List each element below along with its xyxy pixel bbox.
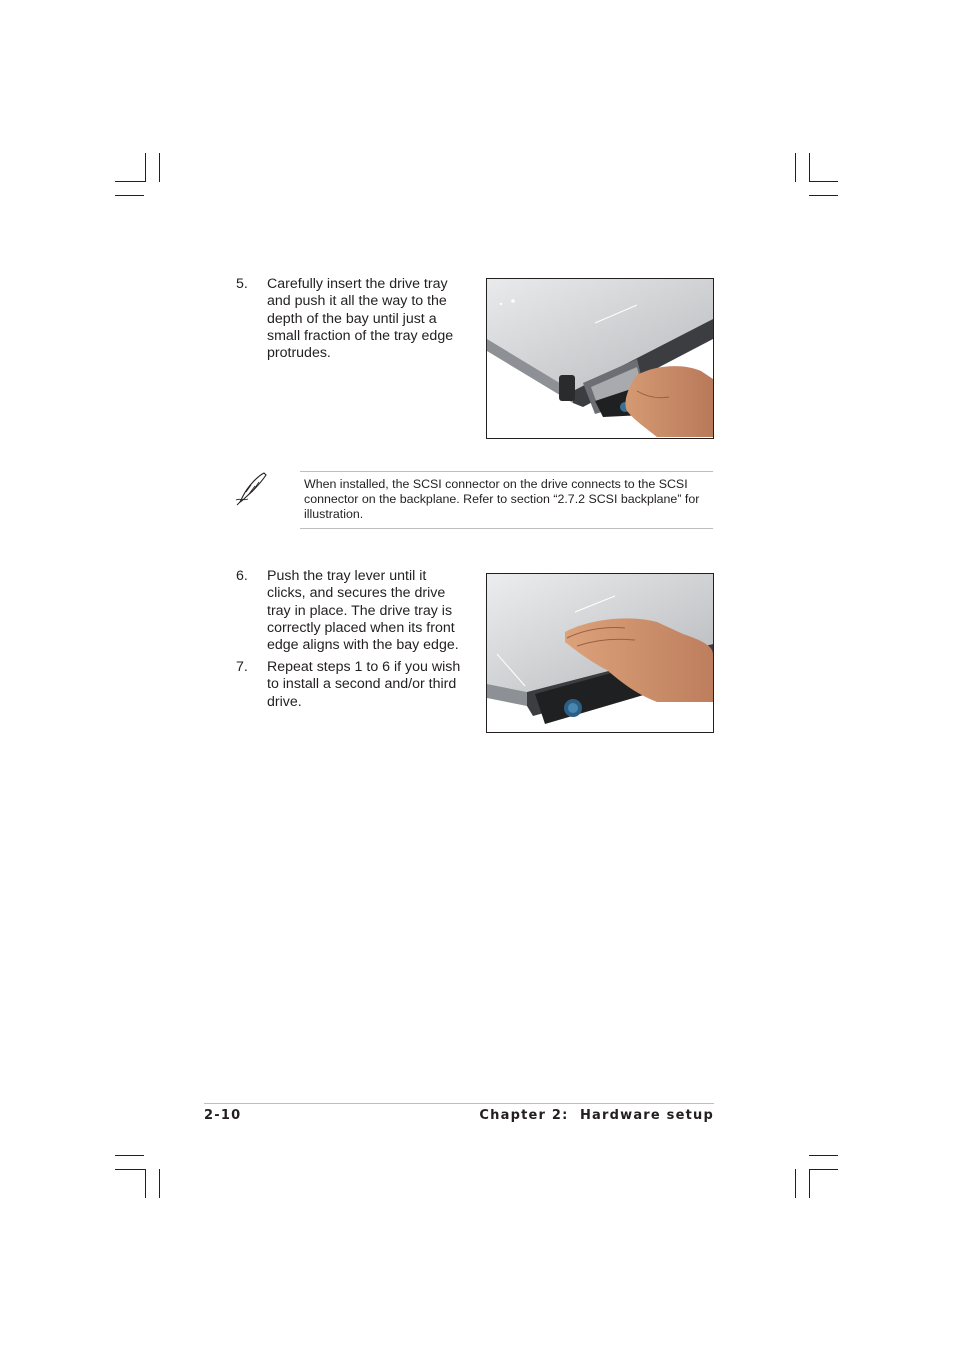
step-text	[267, 659, 472, 711]
crop-mark	[809, 195, 838, 196]
crop-mark	[115, 1155, 144, 1156]
step-line: small fraction of the tray edge	[267, 327, 454, 344]
step-text	[267, 276, 472, 362]
step-line: correctly placed when its front	[267, 619, 455, 636]
step-line: Carefully insert the drive tray	[267, 276, 448, 292]
step-line: protrudes.	[267, 345, 331, 362]
crop-mark	[145, 153, 146, 182]
step-line: clicks, and secures the drive	[267, 585, 446, 602]
step-number: 7.	[236, 659, 248, 675]
crop-mark	[115, 195, 144, 196]
crop-mark	[145, 1169, 146, 1198]
footer-rule	[204, 1103, 714, 1104]
crop-mark	[809, 1155, 838, 1156]
step-line: tray in place. The drive tray is	[267, 602, 453, 619]
step-number: 5.	[236, 276, 248, 292]
crop-mark	[115, 1169, 146, 1170]
step-line: and push it all the way to the	[267, 293, 447, 310]
crop-mark	[809, 181, 838, 182]
crop-mark	[809, 1169, 810, 1198]
pen-note-icon	[234, 470, 270, 506]
crop-mark	[159, 1169, 160, 1198]
step-line: to install a second and/or third	[267, 676, 457, 693]
note-top-rule	[300, 471, 713, 472]
photo-push-tray-lever	[486, 573, 714, 733]
step-number: 6.	[236, 568, 248, 584]
note-line: When installed, the SCSI connector on the drive connects to the SCSI	[304, 477, 688, 491]
step-line: drive.	[267, 693, 302, 710]
crop-mark	[795, 1169, 796, 1198]
server-drive-insert-illustration	[487, 279, 713, 438]
note-line: illustration.	[304, 507, 364, 522]
photo-insert-drive-tray	[486, 278, 714, 439]
note-line: connector on the backplane. Refer to section “2.7.2 SCSI backplane” for	[304, 492, 700, 507]
step-line: depth of the bay until just a	[267, 310, 437, 327]
crop-mark	[809, 1169, 838, 1170]
note-bottom-rule	[300, 528, 713, 529]
crop-mark	[795, 153, 796, 182]
step-line: Push the tray lever until it	[267, 568, 427, 584]
step-line: Repeat steps 1 to 6 if you wish	[267, 659, 461, 675]
chapter-title: Chapter 2: Hardware setup	[479, 1108, 714, 1123]
crop-mark	[115, 181, 146, 182]
note-text	[304, 477, 714, 523]
crop-mark	[159, 153, 160, 182]
crop-mark	[809, 153, 810, 182]
server-drive-lever-illustration	[487, 574, 713, 732]
page-number: 2-10	[204, 1108, 242, 1123]
step-line: edge aligns with the bay edge.	[267, 637, 459, 654]
step-text	[267, 568, 472, 654]
